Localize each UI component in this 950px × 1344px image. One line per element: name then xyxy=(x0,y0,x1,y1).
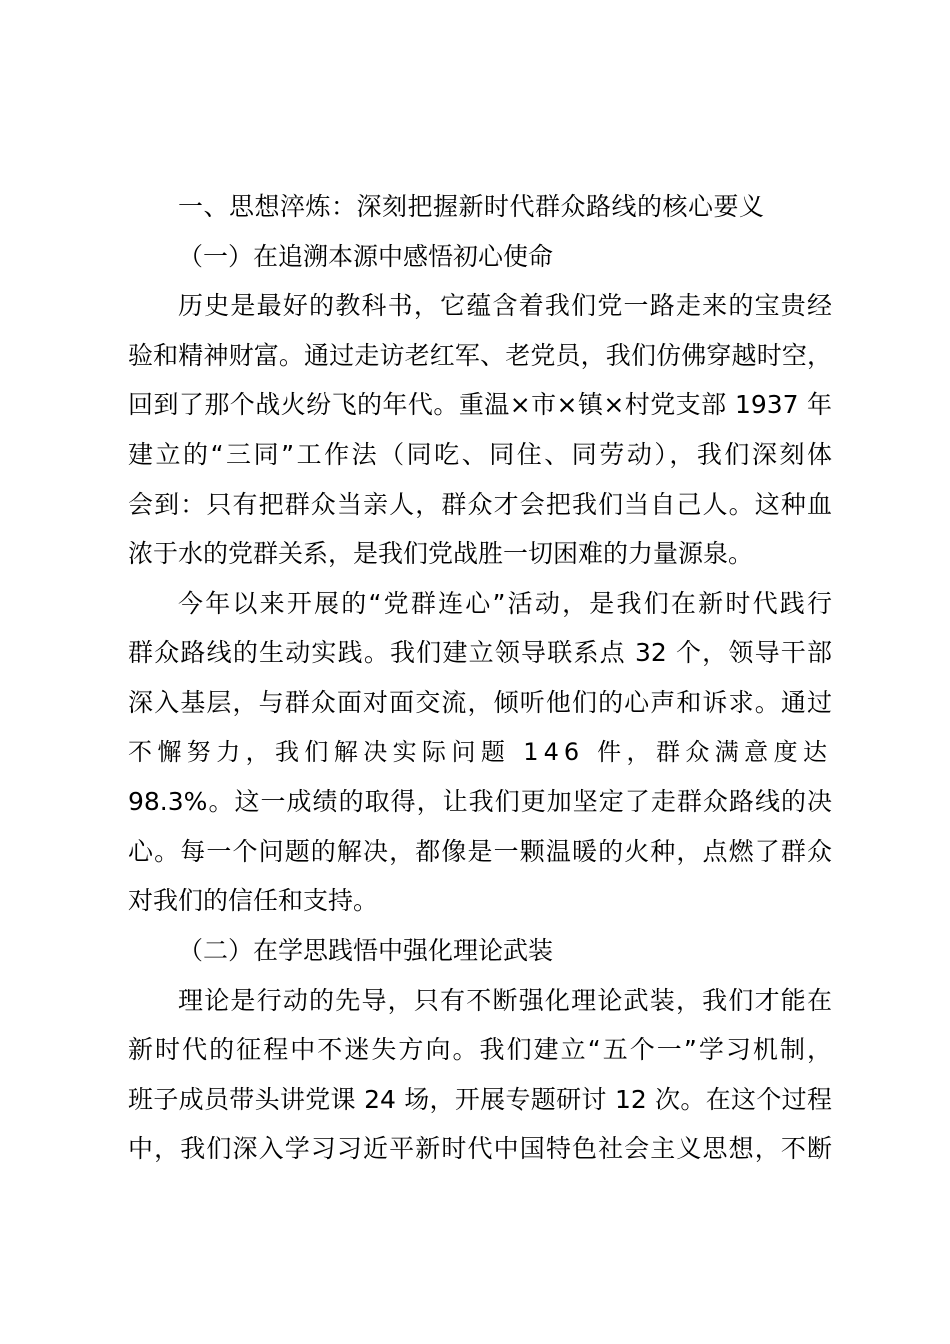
subsection-1-paragraph-1 xyxy=(128,281,832,579)
paragraph-line: 验和精神财富。通过走访老红军、老党员，我们仿佛穿越时空， xyxy=(128,340,832,370)
section-heading: 一、思想淬炼：深刻把握新时代群众路线的核心要义 xyxy=(178,192,765,221)
subsection-2-paragraph-1 xyxy=(128,976,832,1174)
paragraph-line: 回到了那个战火纷飞的年代。重温×市×镇×村党支部 1937 年 xyxy=(128,390,832,420)
paragraph-line: 新时代的征程中不迷失方向。我们建立“五个一”学习机制， xyxy=(128,1035,832,1065)
paragraph-line: 中，我们深入学习习近平新时代中国特色社会主义思想，不断 xyxy=(128,1134,832,1164)
paragraph-line: 心。每一个问题的解决，都像是一颗温暖的火种，点燃了群众 xyxy=(128,836,832,866)
document-body xyxy=(128,182,832,1174)
paragraph-line: 群众路线的生动实践。我们建立领导联系点 32 个，领导干部 xyxy=(128,638,832,668)
paragraph-line: 历史是最好的教科书，它蕴含着我们党一路走来的宝贵经 xyxy=(178,291,832,321)
subsection-1-paragraph-2 xyxy=(128,579,832,926)
paragraph-line: 会到：只有把群众当亲人，群众才会把我们当自己人。这种血 xyxy=(128,489,832,519)
paragraph-line: 今年以来开展的“党群连心”活动，是我们在新时代践行 xyxy=(178,588,832,618)
paragraph-line: 不懈努力，我们解决实际问题 146 件，群众满意度达 xyxy=(128,737,832,766)
paragraph-line: 98.3%。这一成绩的取得，让我们更加坚定了走群众路线的决 xyxy=(128,787,832,817)
subsection-1-title: （一）在追溯本源中感悟初心使命 xyxy=(178,241,554,271)
paragraph-line: 建立的“三同”工作法（同吃、同住、同劳动），我们深刻体 xyxy=(128,439,832,469)
paragraph-line: 班子成员带头讲党课 24 场，开展专题研讨 12 次。在这个过程 xyxy=(128,1084,832,1114)
paragraph-line: 深入基层，与群众面对面交流，倾听他们的心声和诉求。通过 xyxy=(128,687,832,717)
paragraph-line: 浓于水的党群关系，是我们党战胜一切困难的力量源泉。 xyxy=(128,539,754,569)
paragraph-line: 对我们的信任和支持。 xyxy=(128,886,379,916)
paragraph-line: 理论是行动的先导，只有不断强化理论武装，我们才能在 xyxy=(178,985,832,1015)
subsection-2-title: （二）在学思践悟中强化理论武装 xyxy=(178,935,554,965)
